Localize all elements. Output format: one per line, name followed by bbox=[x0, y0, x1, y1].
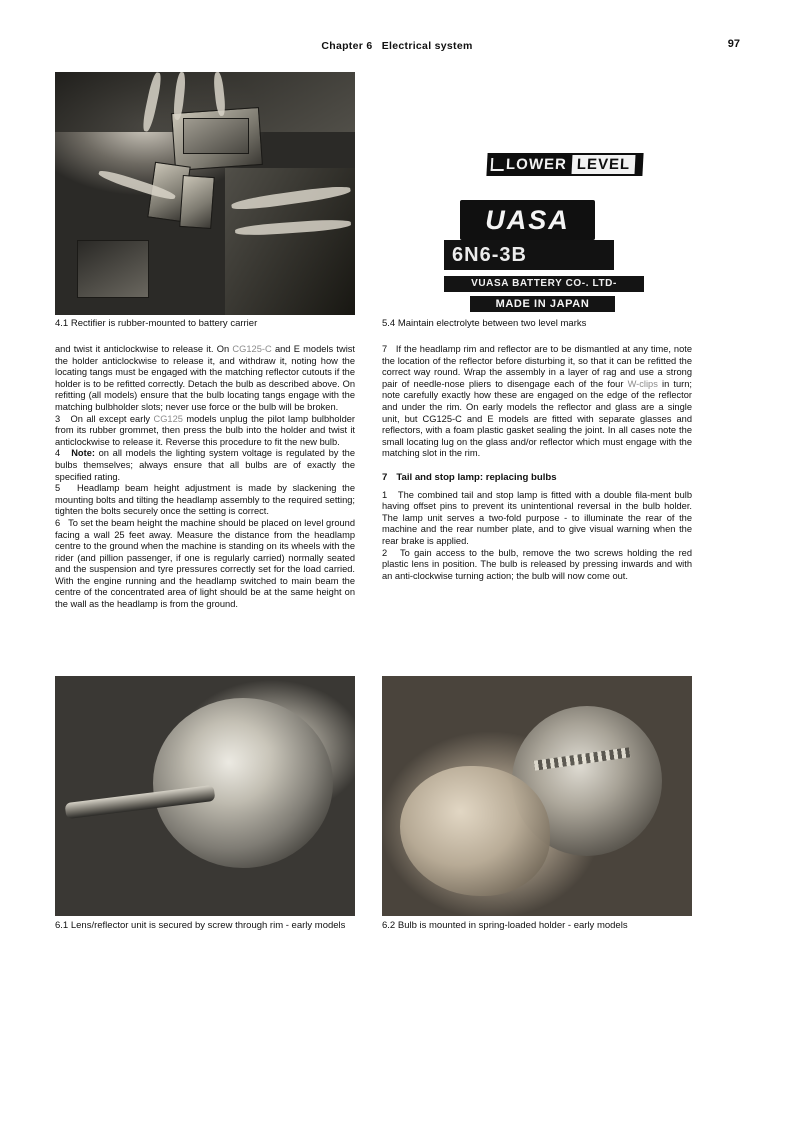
figure-6-2-caption bbox=[382, 920, 692, 932]
paragraph-4 bbox=[55, 448, 355, 483]
figure-6-1-caption-text: Lens/reflector unit is secured by screw through rim - early models bbox=[70, 920, 346, 931]
figure-6-2-caption-text: Bulb is mounted in spring-loaded holder - early models bbox=[397, 920, 628, 931]
paragraph-5-number: 5 bbox=[55, 483, 61, 494]
paragraph-7-number: 7 bbox=[382, 344, 388, 354]
cont-text-before: and twist it anticlockwise to release it. On bbox=[55, 344, 233, 354]
section-paragraph-2-text: To gain access to the bulb, remove the two screws holding the red plastic lens in position. The bulb is released by pressing inwards and with an anti-clockwise turning action; the bulb will now come out. bbox=[382, 547, 693, 581]
paragraph-7-highlight: W-clips bbox=[627, 378, 658, 389]
paragraph-6-text: To set the beam height the machine should be placed on level ground facing a wall 25 feet away. Measure the distance from the headlamp centre to the ground when the machine is standing on its wheels with the rider (and pillion passenger, if one is regularly carried) normally seated and the suspension and tyre pressures correctly set for the load carried. With the engine running and the headlamp switched to main beam the centre of the concentrated area of light should be at the same height on the wall as the headlamp is from the ground. bbox=[55, 517, 355, 610]
running-head bbox=[0, 40, 794, 52]
page-number: 97 bbox=[727, 38, 740, 50]
section-paragraph-1 bbox=[382, 490, 692, 548]
figure-4-1-image bbox=[55, 72, 355, 315]
figure-6-1-image bbox=[55, 676, 355, 916]
right-column-text bbox=[382, 344, 692, 582]
level-tick-icon bbox=[491, 158, 505, 171]
figure-4-1-caption-text: Rectifier is rubber-mounted to battery carrier bbox=[70, 318, 258, 329]
section-heading-title: Tail and stop lamp: replacing bulbs bbox=[396, 471, 557, 483]
paragraph-4-number: 4 bbox=[55, 448, 61, 459]
battery-origin: MADE IN JAPAN bbox=[470, 296, 615, 312]
left-column-text bbox=[55, 344, 355, 611]
figure-4-1-number: 4.1 bbox=[55, 318, 69, 329]
figure-6-1-caption bbox=[55, 920, 355, 932]
figure-6-1-number: 6.1 bbox=[55, 920, 69, 931]
paragraph-7 bbox=[382, 344, 692, 460]
battery-level-text: LEVEL bbox=[571, 155, 635, 174]
figure-4-1-caption bbox=[55, 318, 355, 330]
figure-6-2-image bbox=[382, 676, 692, 916]
figure-5-4-caption-text: Maintain electrolyte between two level marks bbox=[397, 318, 587, 329]
chapter-label: Chapter 6 bbox=[321, 40, 373, 52]
battery-lower-text: LOWER bbox=[505, 156, 568, 173]
paragraph-3-number: 3 bbox=[55, 413, 61, 424]
paragraph-4-lead: Note: bbox=[71, 448, 95, 459]
cont-highlight: CG125-C bbox=[232, 344, 272, 354]
paragraph-continuation bbox=[55, 344, 355, 414]
paragraph-3-text-before: On all except early bbox=[70, 413, 154, 424]
paragraph-6 bbox=[55, 518, 355, 611]
section-heading-7 bbox=[382, 472, 692, 484]
paragraph-5-text: Headlamp beam height adjustment is made by slackening the mounting bolts and tilting the headlamp assembly to the required setting; tighten the bolts securely once the setting is correct. bbox=[55, 483, 355, 517]
paragraph-3 bbox=[55, 414, 355, 449]
paragraph-5 bbox=[55, 483, 355, 518]
figure-5-4-number: 5.4 bbox=[382, 318, 396, 329]
battery-company: VUASA BATTERY CO-. LTD- bbox=[444, 276, 644, 292]
figure-5-4-image bbox=[382, 140, 692, 315]
section-heading-number: 7 bbox=[382, 471, 388, 483]
figure-5-4-caption bbox=[382, 318, 692, 330]
section-paragraph-2 bbox=[382, 548, 692, 583]
battery-brand: UASA bbox=[460, 200, 595, 240]
section-paragraph-1-text: The combined tail and stop lamp is fitted with a double fila-ment bulb having offset pins to prevent its unintentional reversal in the bulb holder. The lamp unit serves a two-fold purpose - to illuminate the rear of the machine and the rear number plate, and to give visual warning when the rear brake is applied. bbox=[382, 489, 692, 546]
figure-6-2-number: 6.2 bbox=[382, 920, 396, 931]
paragraph-3-text-after: models unplug the pilot lamp bulbholder from its rubber grommet, then press the bulb into the holder and twist it anticlockwise to release it. Reverse this procedure to fit the new bulb. bbox=[55, 413, 356, 447]
chapter-title: Electrical system bbox=[381, 40, 473, 52]
section-paragraph-1-number: 1 bbox=[382, 489, 388, 500]
battery-model: 6N6-3B bbox=[444, 240, 614, 270]
paragraph-7-text-before: If the headlamp rim and reflector are to be dismantled at any time, note the location of the reflector before disturbing it, so that it can be refitted the correct way round. Wrap the assembly in a layer of rag and use a strong pair of needle-nose pliers to disengage each of the four bbox=[382, 344, 693, 389]
paragraph-6-number: 6 bbox=[55, 517, 61, 528]
paragraph-4-text: on all models the lighting system voltage is regulated by the bulbs themselves; always ensure that all bulbs are of exactly the specified rating. bbox=[55, 448, 356, 482]
paragraph-3-highlight: CG125 bbox=[153, 413, 183, 424]
paragraph-7-text-after: in turn; note carefully exactly how these are engaged on the edge of the reflector and under the rim. On early models the reflector and glass are a single unit, but CG125-C and E models are fitted with separate glasses and reflectors, with a foam plastic gasket sealing the joint. In all cases note the small locating lug on the glass and/or reflector which must engage with the matching slot in the rim. bbox=[382, 378, 692, 459]
cont-text-after: and E models twist the holder anticlockwise to release it, and withdraw it, noting how the locating tangs must be engaged with the matching reflector cutouts if the holder is to be refitted correctly. Detach the bulb as described above. On refitting (all models) ensure that the bulb locating tangs engage with the matching bulbholder slots; never use force or the bulb will be broken. bbox=[55, 344, 355, 412]
section-paragraph-2-number: 2 bbox=[382, 547, 388, 558]
battery-lower-level-mark bbox=[486, 153, 643, 176]
